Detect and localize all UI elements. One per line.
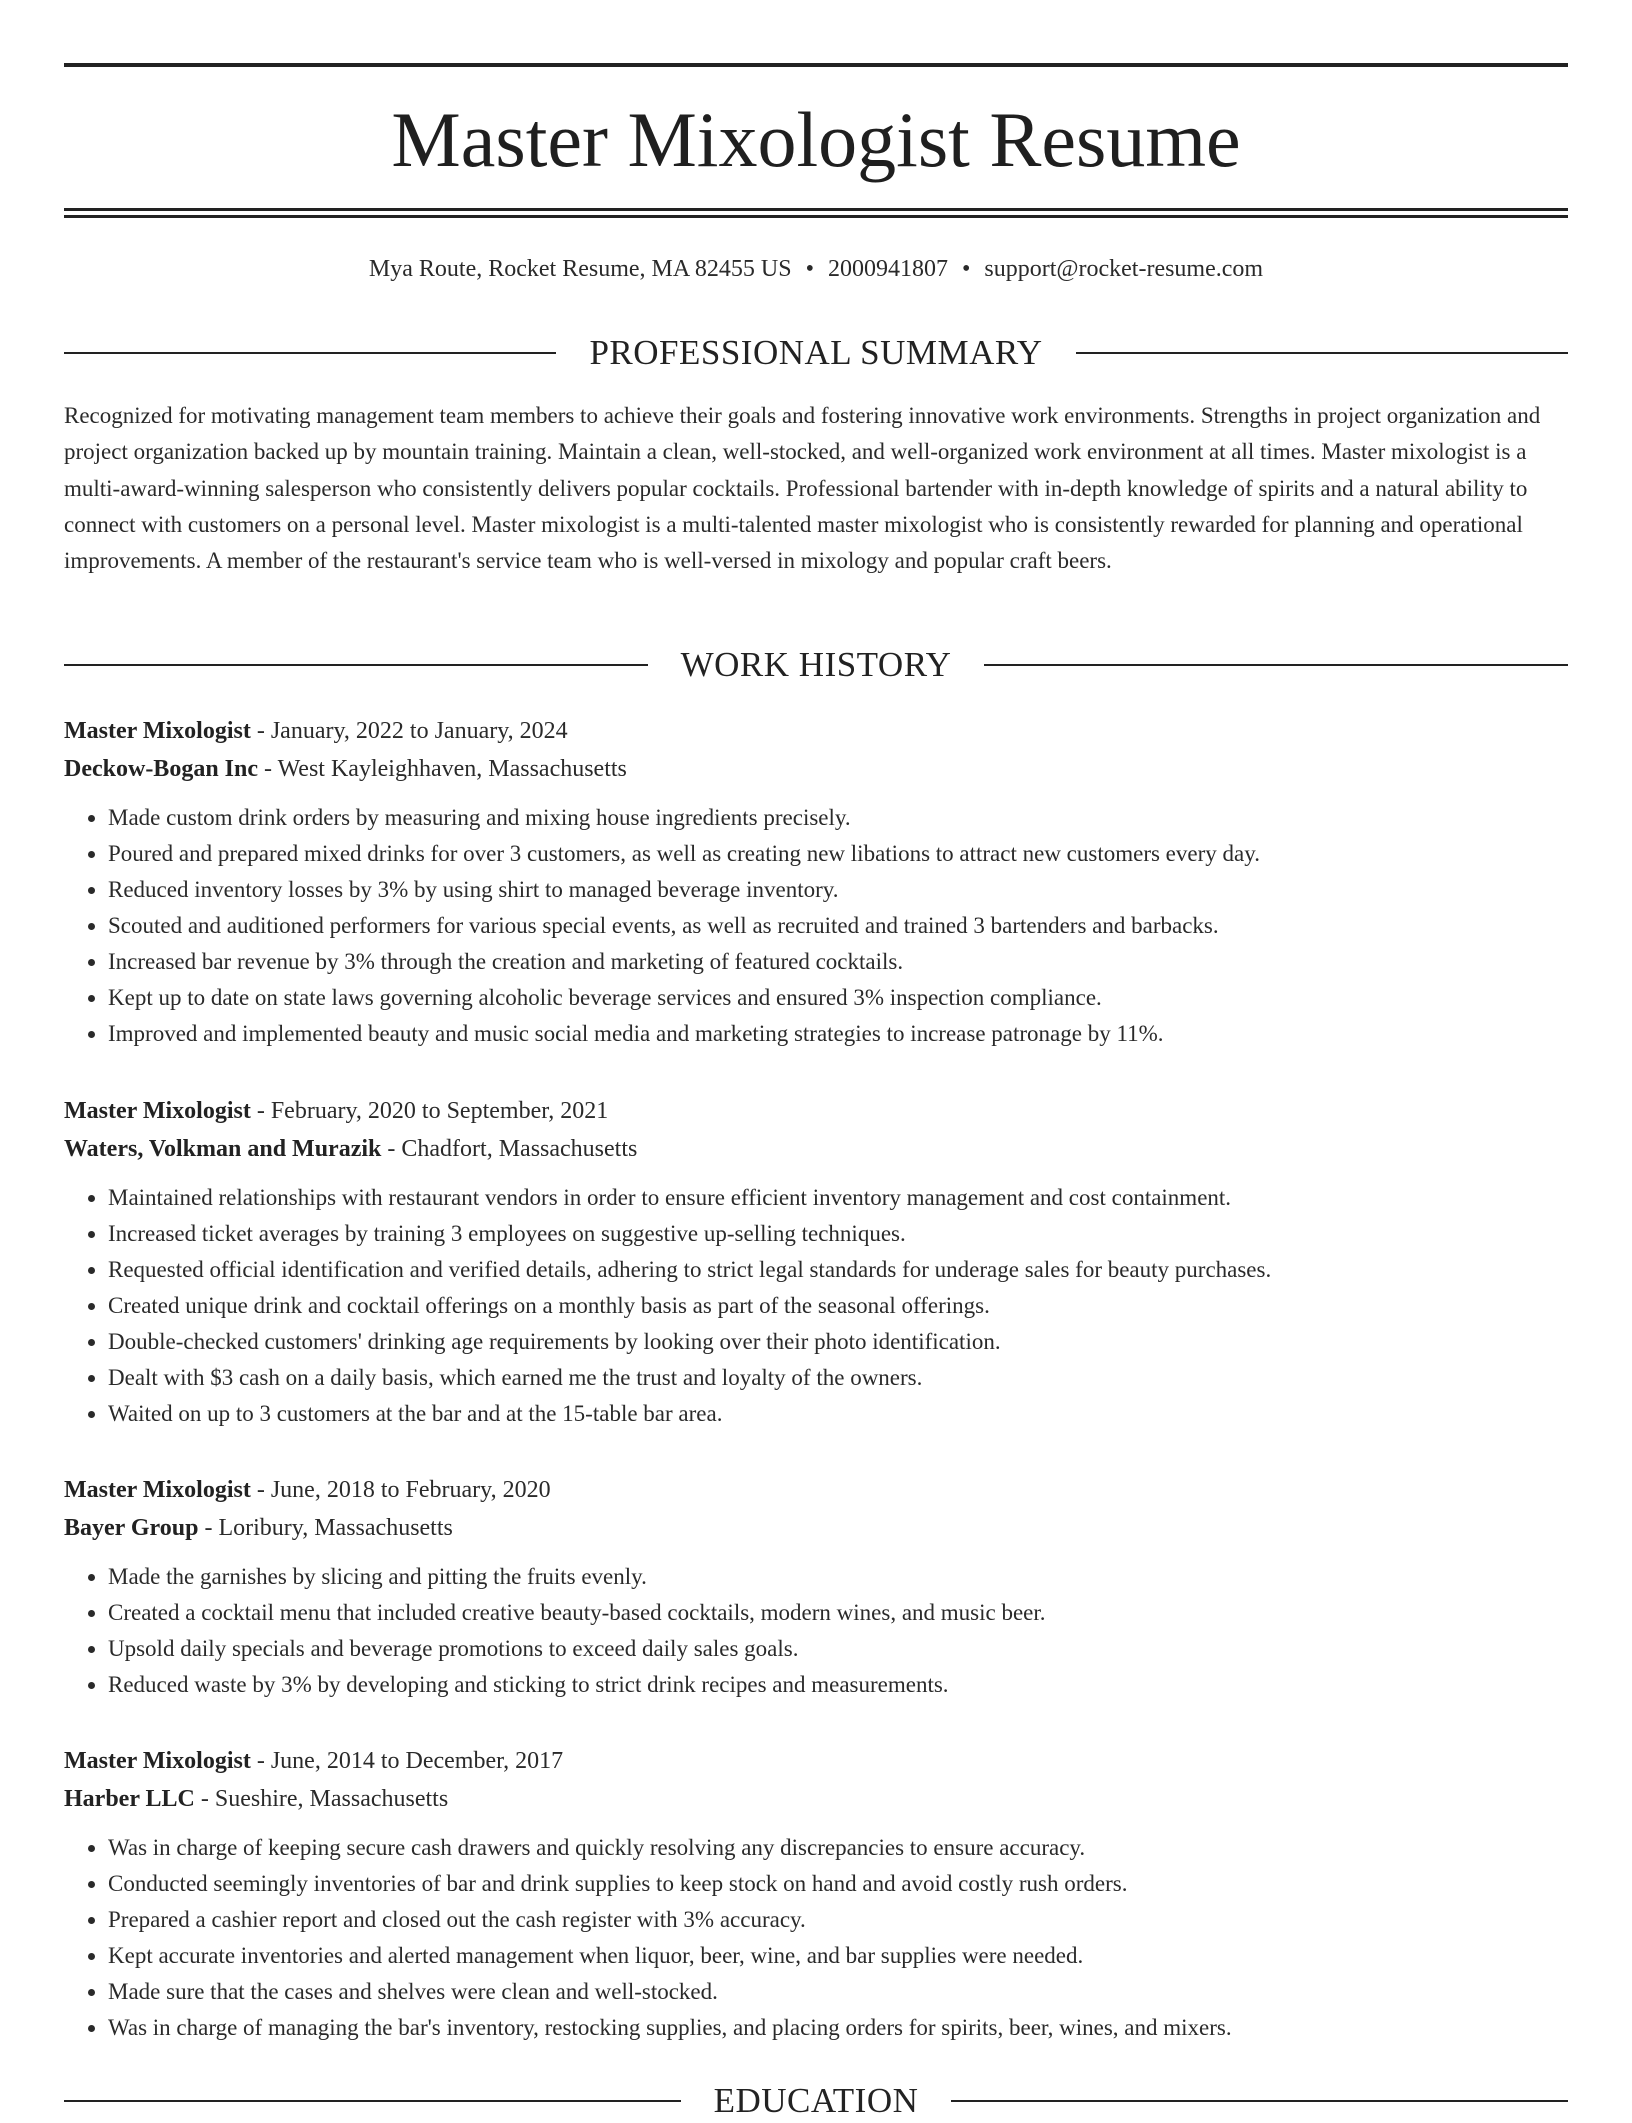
job-bullet: • Was in charge of keeping secure cash drawers and quickly resolving any discrepancies to ensure accuracy. (108, 1830, 1568, 1866)
job-entry (64, 712, 1568, 1052)
title-double-rule-lower (64, 215, 1568, 218)
job-entry (64, 1742, 1568, 2046)
contact-line (64, 252, 1568, 286)
job-bullet: • Created unique drink and cocktail offerings on a monthly basis as part of the seasonal offerings. (108, 1288, 1568, 1324)
job-title-line (64, 1092, 1568, 1130)
contact-email: support@rocket-resume.com (984, 256, 1264, 282)
job-location: - Sueshire, Massachusetts (200, 1786, 449, 1812)
job-bullets (64, 1559, 1568, 1703)
job-bullet: • Made the garnishes by slicing and pitting the fruits evenly. (108, 1559, 1568, 1595)
heading-rule-right (1076, 352, 1568, 354)
job-bullet: • Scouted and auditioned performers for various special events, as well as recruited and trained 3 bartenders and barbacks. (108, 908, 1568, 944)
job-dates: - February, 2020 to September, 2021 (256, 1098, 609, 1124)
section-title: WORK HISTORY (680, 645, 952, 684)
job-bullet: • Maintained relationships with restaurant vendors in order to ensure efficient inventory management and cost containment. (108, 1180, 1568, 1216)
job-bullet: • Requested official identification and verified details, adhering to strict legal standards for underage sales for beauty purchases. (108, 1252, 1568, 1288)
job-title-line (64, 712, 1568, 750)
section-heading-education (64, 2079, 1568, 2123)
job-bullet: • Dealt with $3 cash on a daily basis, which earned me the trust and loyalty of the owners. (108, 1360, 1568, 1396)
job-title: Master Mixologist (64, 1098, 251, 1124)
job-title: Master Mixologist (64, 718, 251, 744)
job-location: - Loribury, Massachusetts (204, 1515, 453, 1541)
job-company-line (64, 750, 1568, 788)
job-location: - Chadfort, Massachusetts (387, 1136, 638, 1162)
title-double-rule-upper (64, 208, 1568, 211)
heading-rule-right (984, 664, 1568, 666)
job-bullet: • Made custom drink orders by measuring and mixing house ingredients precisely. (108, 800, 1568, 836)
job-bullet: • Increased bar revenue by 3% through the creation and marketing of featured cocktails. (108, 944, 1568, 980)
job-company: Bayer Group (64, 1515, 199, 1541)
job-bullets (64, 1180, 1568, 1432)
job-bullet: • Waited on up to 3 customers at the bar and at the 15-table bar area. (108, 1396, 1568, 1432)
section-heading-work-history (64, 643, 1568, 687)
job-company: Harber LLC (64, 1786, 195, 1812)
job-dates: - June, 2014 to December, 2017 (256, 1748, 564, 1774)
job-bullets (64, 1830, 1568, 2046)
job-company-line (64, 1509, 1568, 1547)
heading-rule-left (64, 664, 648, 666)
job-dates: - June, 2018 to February, 2020 (256, 1477, 551, 1503)
job-title-line (64, 1471, 1568, 1509)
heading-rule-left (64, 352, 556, 354)
job-bullet: • Created a cocktail menu that included creative beauty-based cocktails, modern wines, and music beer. (108, 1595, 1568, 1631)
job-bullet: • Was in charge of managing the bar's inventory, restocking supplies, and placing orders for spirits, beer, wines, and mixers. (108, 2010, 1568, 2046)
heading-rule-right (951, 2100, 1568, 2102)
job-bullet: • Double-checked customers' drinking age requirements by looking over their photo identification. (108, 1324, 1568, 1360)
job-bullet: • Upsold daily specials and beverage promotions to exceed daily sales goals. (108, 1631, 1568, 1667)
job-company-line (64, 1780, 1568, 1818)
job-company: Waters, Volkman and Murazik (64, 1136, 382, 1162)
job-bullet: • Reduced inventory losses by 3% by using shirt to managed beverage inventory. (108, 872, 1568, 908)
job-bullet: • Conducted seemingly inventories of bar and drink supplies to keep stock on hand and avoid costly rush orders. (108, 1866, 1568, 1902)
section-title: EDUCATION (713, 2081, 919, 2120)
job-company: Deckow-Bogan Inc (64, 756, 259, 782)
job-company-line (64, 1130, 1568, 1168)
job-bullet: • Increased ticket averages by training 3 employees on suggestive up-selling techniques. (108, 1216, 1568, 1252)
job-title: Master Mixologist (64, 1477, 251, 1503)
heading-rule-left (64, 2100, 681, 2102)
job-entry (64, 1092, 1568, 1432)
contact-separator: • (961, 256, 971, 282)
job-title-line (64, 1742, 1568, 1780)
job-bullet: • Reduced waste by 3% by developing and sticking to strict drink recipes and measurements. (108, 1667, 1568, 1703)
job-entry (64, 1471, 1568, 1703)
job-bullet: • Kept accurate inventories and alerted management when liquor, beer, wine, and bar supplies were needed. (108, 1938, 1568, 1974)
job-bullet: • Kept up to date on state laws governing alcoholic beverage services and ensured 3% inspection compliance. (108, 980, 1568, 1016)
job-bullet: • Poured and prepared mixed drinks for over 3 customers, as well as creating new libations to attract new customers every day. (108, 836, 1568, 872)
job-bullet: • Prepared a cashier report and closed out the cash register with 3% accuracy. (108, 1902, 1568, 1938)
top-rule (64, 63, 1568, 67)
job-location: - West Kayleighhaven, Massachusetts (264, 756, 627, 782)
section-heading-summary (64, 331, 1568, 375)
contact-phone: 2000941807 (827, 256, 948, 282)
job-bullets (64, 800, 1568, 1052)
contact-separator: • (805, 256, 814, 282)
contact-address: Mya Route, Rocket Resume, MA 82455 US (368, 256, 792, 282)
job-bullet: • Improved and implemented beauty and music social media and marketing strategies to increase patronage by 11%. (108, 1016, 1568, 1052)
section-title: PROFESSIONAL SUMMARY (589, 333, 1043, 372)
professional-summary-text: Recognized for motivating management team members to achieve their goals and fostering innovative work environments. Strengths in project organization and project organization backed up by mountain training. Maintain a clean, well-stocked, and well-organized work environment at all times. Master mixologist is a multi-award-winning salesperson who consistently delivers popular cocktails. Professional bartender with in-depth knowledge of spirits and a natural ability to connect with customers on a personal level. Master mixologist is a multi-talented master mixologist who is consistently rewarded for planning and operational improvements. A member of the restaurant's service team who is well-versed in mixology and popular craft beers. (64, 403, 1541, 574)
job-title: Master Mixologist (64, 1748, 251, 1774)
job-bullet: • Made sure that the cases and shelves were clean and well-stocked. (108, 1974, 1568, 2010)
resume-title: Master Mixologist Resume (391, 96, 1241, 183)
job-dates: - January, 2022 to January, 2024 (256, 718, 568, 744)
